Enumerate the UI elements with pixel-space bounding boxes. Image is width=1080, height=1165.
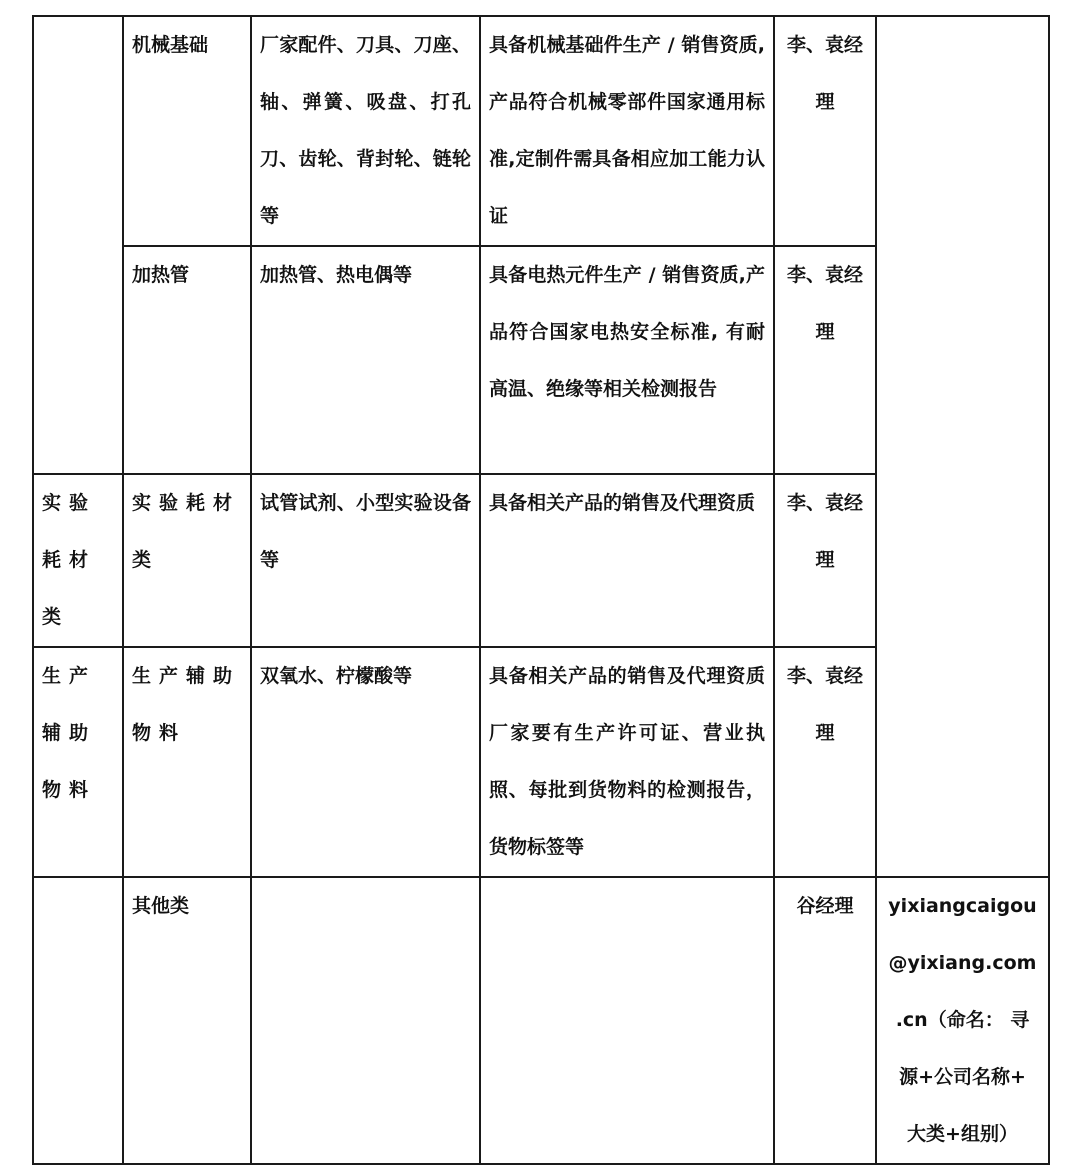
category-cell (33, 877, 123, 1164)
email-line[interactable]: yixiangcaigou (888, 895, 1037, 917)
contact-cell: 李、袁经理 (774, 246, 876, 474)
requirements-cell (480, 877, 774, 1164)
items-cell: 双氧水、柠檬酸等 (251, 647, 480, 877)
email-note-line: 源+公司名称+ (899, 1066, 1026, 1088)
email-line[interactable]: @yixiang.com (888, 952, 1037, 974)
requirements-cell: 具备电热元件生产 / 销售资质,产品符合国家电热安全标准, 有耐高温、绝缘等相关检测报告 (480, 246, 774, 474)
contact-cell: 李、袁经理 (774, 474, 876, 647)
requirements-cell: 具备相关产品的销售及代理资质 (480, 474, 774, 647)
subcategory-cell: 实验耗材类 (123, 474, 251, 647)
contact-cell: 谷经理 (774, 877, 876, 1164)
subcategory-cell: 其他类 (123, 877, 251, 1164)
category-cell (33, 16, 123, 474)
category-cell: 生产辅助物料 (33, 647, 123, 877)
items-cell: 试管试剂、小型实验设备等 (251, 474, 480, 647)
email-cell-empty (876, 16, 1049, 877)
requirements-cell: 具备机械基础件生产 / 销售资质,产品符合机械零部件国家通用标准,定制件需具备相应加工能力认证 (480, 16, 774, 246)
email-note-line: 大类+组别） (907, 1123, 1018, 1145)
table-row (33, 877, 1049, 1164)
supplier-category-table (32, 15, 1050, 1165)
requirements-cell: 具备相关产品的销售及代理资质厂家要有生产许可证、营业执照、每批到货物料的检测报告，货物标签等 (480, 647, 774, 877)
items-cell: 厂家配件、刀具、刀座、轴、弹簧、吸盘、打孔刀、齿轮、背封轮、链轮等 (251, 16, 480, 246)
contact-cell: 李、袁经理 (774, 16, 876, 246)
items-cell (251, 877, 480, 1164)
subcategory-cell: 加热管 (123, 246, 251, 474)
items-cell: 加热管、热电偶等 (251, 246, 480, 474)
contact-cell: 李、袁经理 (774, 647, 876, 877)
table-row (33, 16, 1049, 246)
subcategory-cell: 机械基础 (123, 16, 251, 246)
email-note-line: .cn（命名： 寻 (895, 1009, 1030, 1031)
category-cell: 实验耗材类 (33, 474, 123, 647)
email-cell (876, 877, 1049, 1164)
subcategory-cell: 生产辅助物料 (123, 647, 251, 877)
